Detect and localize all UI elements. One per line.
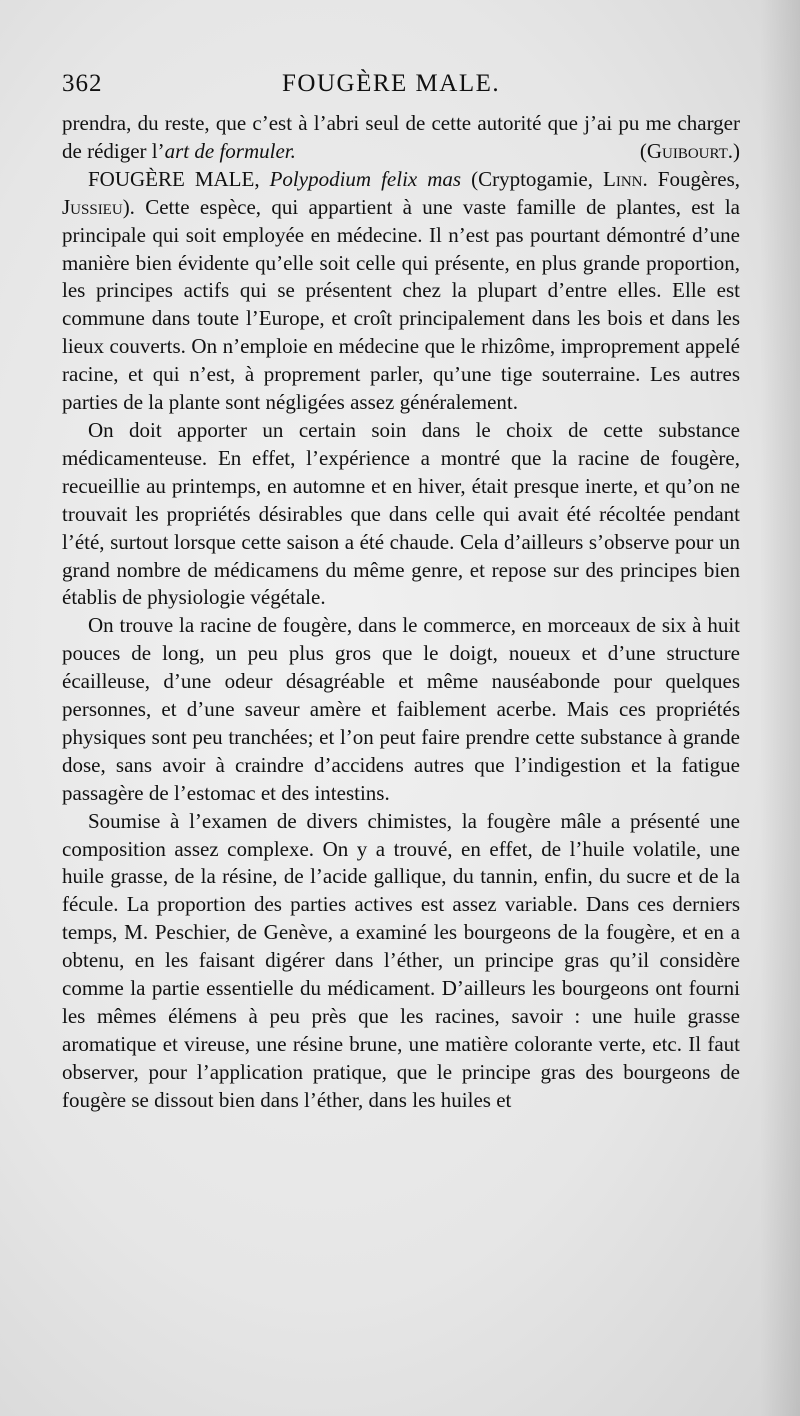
- paragraph-commerce: On trouve la racine de fougère, dans le commerce, en morceaux de six à huit pouces de long, un peu plus gros que le doigt, noueux et d’une structure écailleuse, d’une odeur désagréable et même nauséabonde pour quelques personnes, et d’une saveur amère et faiblement acerbe. Mais ces propriétés physiques sont peu tranchées; et l’on peut faire prendre cette substance à grande dose, sans avoir à craindre d’accidens autres que l’indigestion et la fatigue passagère de l’estomac et des intestins.: [62, 613, 740, 805]
- paragraph-continuation: [62, 110, 740, 166]
- paragraph-text: ). Cette espèce, qui appartient à une vaste famille de plantes, est la principale qui soit employée en médecine. Il n’est pas pourtant démontré d’une manière bien évidente qu’elle soit celle qui présente, en plus grande proportion, les principes actifs qui se présentent chez la plupart d’entre elles. Elle est commune dans toute l’Europe, et croît principalement dans les bois et dans les lieux couverts. On n’emploie en médecine que le rhizôme, improprement appelé racine, et qui n’est, à proprement parler, qu’une tige souterraine. Les autres parties de la plante sont négligées assez généralement.: [62, 194, 740, 415]
- body-text: [62, 110, 740, 1115]
- author-signature: (Guibourt.): [639, 138, 740, 163]
- paragraph-choice: On doit apporter un certain soin dans le choix de cette substance médicamenteuse. En effet, l’expérience a montré que la racine de fougère, recueillie au printemps, en automne et en hiver, était presque inerte, et qu’on ne trouvait les propriétés désirables que dans celle qui avait été récoltée pendant l’été, surtout lorsque cette saison a été chaude. Cela d’ailleurs s’observe pour un grand nombre de médicamens du même genre, et repose sur des principes bien établis de physiologie végétale.: [62, 417, 740, 610]
- entry-heading: FOUGÈRE MALE,: [88, 166, 260, 191]
- page-number: 362: [62, 70, 103, 97]
- italic-title: art de formuler.: [164, 138, 296, 163]
- running-title: FOUGÈRE MALE.: [282, 70, 501, 97]
- paragraph-text: prendra, du reste, que c’est à l’abri seul de cette autorité que j’ai pu me charger de rédiger l’: [62, 111, 740, 163]
- author-jussieu: Jussieu: [62, 194, 123, 219]
- author-linn: Linn.: [603, 166, 648, 191]
- paragraph-text: (Cryptogamie,: [471, 166, 593, 191]
- latin-name: Polypodium felix mas: [269, 166, 462, 191]
- paragraph-chemistry: Soumise à l’examen de divers chimistes, la fougère mâle a présenté une composition assez complexe. On y a trouvé, en effet, de l’huile volatile, une huile grasse, de la résine, de l’acide gallique, du tannin, enfin, du sucre et de la fécule. La proportion des parties actives est assez variable. Dans ces derniers temps, M. Peschier, de Genève, a examiné les bourgeons de la fougère, et en a obtenu, en les faisant digérer dans l’éther, un principe gras qu’il considère comme la partie essentielle du médicament. D’ailleurs les bourgeons ont fourni les mêmes élémens à peu près que les racines, savoir : une huile grasse aromatique et vireuse, une résine brune, une matière colorante verte, etc. Il faut observer, pour l’application pratique, que le principe gras des bourgeons de fougère se dissout bien dans l’éther, dans les huiles et: [62, 808, 740, 1112]
- entry-paragraph: [62, 166, 740, 417]
- paragraph-text: Fougères,: [657, 166, 741, 191]
- page-header: [62, 70, 742, 110]
